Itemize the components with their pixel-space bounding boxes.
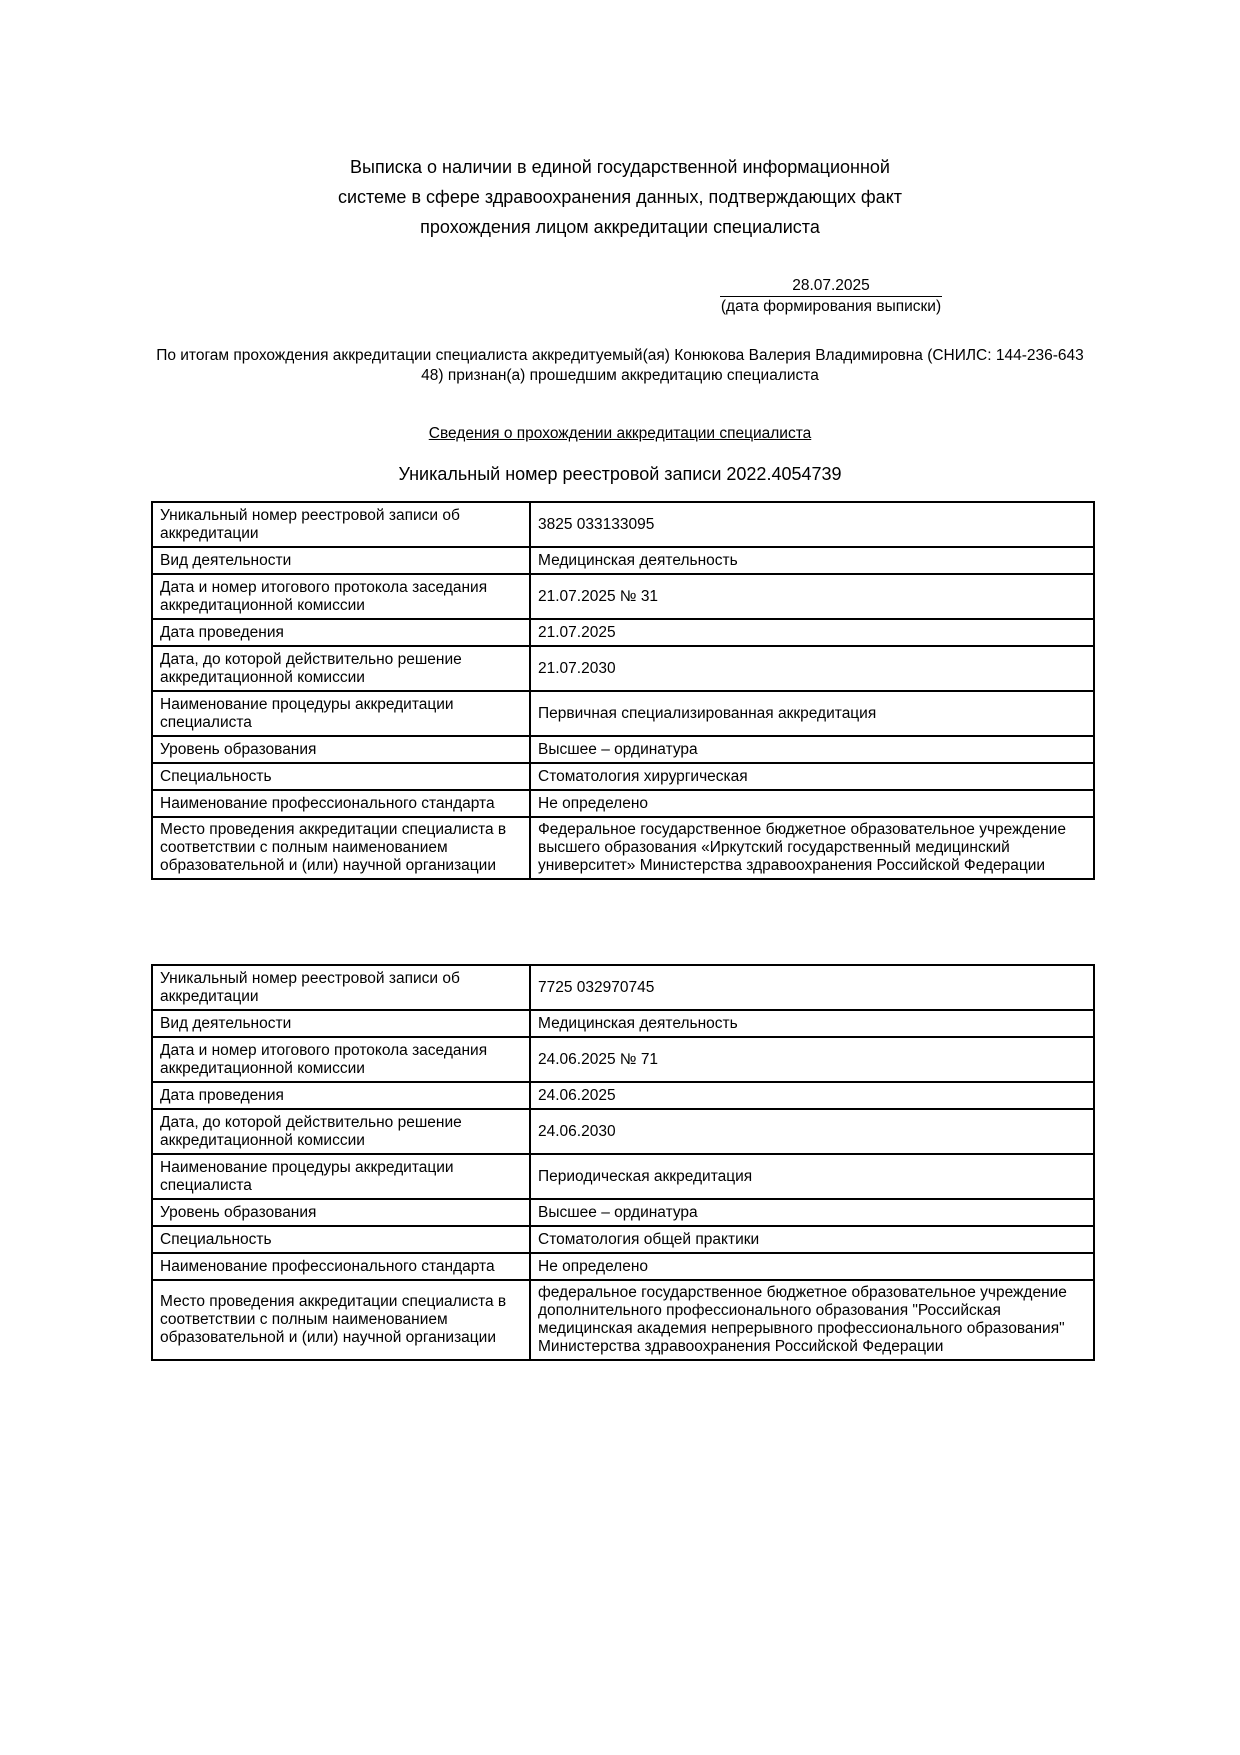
label-protocol: Дата и номер итогового протокола заседания аккредитационной комиссии (152, 574, 530, 619)
table-row (152, 1010, 1094, 1037)
label-place: Место проведения аккредитации специалиста в соответствии с полным наименованием образовательной и (или) научной организации (152, 1280, 530, 1360)
label-held-date: Дата проведения (152, 619, 530, 646)
value-education-level: Высшее – ординатура (530, 1199, 1094, 1226)
title-line-3: прохождения лицом аккредитации специалиста (420, 217, 820, 237)
title-line-1: Выписка о наличии в единой государственной информационной (350, 157, 890, 177)
table-row (152, 1253, 1094, 1280)
value-procedure: Периодическая аккредитация (530, 1154, 1094, 1199)
table-row (152, 817, 1094, 879)
value-unique-number: 7725 032970745 (530, 965, 1094, 1010)
extract-date-caption: (дата формирования выписки) (720, 298, 942, 315)
table-row (152, 547, 1094, 574)
label-unique-number: Уникальный номер реестровой записи об аккредитации (152, 965, 530, 1010)
intro-line-2: 48) признан(а) прошедшим аккредитацию специалиста (421, 367, 819, 384)
table-row (152, 646, 1094, 691)
label-valid-until: Дата, до которой действительно решение аккредитационной комиссии (152, 646, 530, 691)
table-row (152, 790, 1094, 817)
label-procedure: Наименование процедуры аккредитации специалиста (152, 691, 530, 736)
label-held-date: Дата проведения (152, 1082, 530, 1109)
label-specialty: Специальность (152, 763, 530, 790)
value-activity: Медицинская деятельность (530, 547, 1094, 574)
label-education-level: Уровень образования (152, 736, 530, 763)
table-row (152, 763, 1094, 790)
value-place: Федеральное государственное бюджетное образовательное учреждение высшего образования «Иркутский государственный медицинский университет» Министерства здравоохранения Российской Федерации (530, 817, 1094, 879)
value-procedure: Первичная специализированная аккредитация (530, 691, 1094, 736)
accreditation-table-2 (151, 964, 1095, 1361)
extract-date: 28.07.2025 (720, 276, 942, 297)
value-specialty: Стоматология общей практики (530, 1226, 1094, 1253)
title-line-2: системе в сфере здравоохранения данных, подтверждающих факт (337, 187, 903, 207)
label-activity: Вид деятельности (152, 1010, 530, 1037)
value-prof-standard: Не определено (530, 790, 1094, 817)
value-held-date: 21.07.2025 (530, 619, 1094, 646)
table-row (152, 1082, 1094, 1109)
label-prof-standard: Наименование профессионального стандарта (152, 790, 530, 817)
document-title (0, 152, 1240, 242)
table-row (152, 574, 1094, 619)
table-row (152, 1037, 1094, 1082)
table-row (152, 502, 1094, 547)
value-specialty: Стоматология хирургическая (530, 763, 1094, 790)
registry-number: Уникальный номер реестровой записи 2022.4054739 (398, 464, 842, 484)
table-row (152, 1199, 1094, 1226)
table-row (152, 965, 1094, 1010)
table-row (152, 736, 1094, 763)
value-unique-number: 3825 033133095 (530, 502, 1094, 547)
value-protocol: 24.06.2025 № 71 (530, 1037, 1094, 1082)
section-heading-text: Сведения о прохождении аккредитации специалиста (428, 425, 812, 442)
label-specialty: Специальность (152, 1226, 530, 1253)
label-activity: Вид деятельности (152, 547, 530, 574)
table-row (152, 1154, 1094, 1199)
label-valid-until: Дата, до которой действительно решение аккредитационной комиссии (152, 1109, 530, 1154)
label-unique-number: Уникальный номер реестровой записи об аккредитации (152, 502, 530, 547)
value-education-level: Высшее – ординатура (530, 736, 1094, 763)
table-row (152, 619, 1094, 646)
intro-line-1: По итогам прохождения аккредитации специалиста аккредитуемый(ая) Конюкова Валерия Владимировна (СНИЛС: 144-236-643 (156, 347, 1084, 364)
label-prof-standard: Наименование профессионального стандарта (152, 1253, 530, 1280)
table-row (152, 1280, 1094, 1360)
intro-text (140, 346, 1100, 386)
date-block (720, 276, 942, 317)
value-activity: Медицинская деятельность (530, 1010, 1094, 1037)
label-place: Место проведения аккредитации специалиста в соответствии с полным наименованием образовательной и (или) научной организации (152, 817, 530, 879)
section-heading (0, 424, 1240, 444)
value-held-date: 24.06.2025 (530, 1082, 1094, 1109)
accreditation-table-1 (151, 501, 1095, 880)
label-education-level: Уровень образования (152, 1199, 530, 1226)
value-prof-standard: Не определено (530, 1253, 1094, 1280)
table-row (152, 1226, 1094, 1253)
label-procedure: Наименование процедуры аккредитации специалиста (152, 1154, 530, 1199)
table-row (152, 691, 1094, 736)
label-protocol: Дата и номер итогового протокола заседания аккредитационной комиссии (152, 1037, 530, 1082)
table-row (152, 1109, 1094, 1154)
value-place: федеральное государственное бюджетное образовательное учреждение дополнительного профессионального образования "Российская медицинская академия непрерывного профессионального образования" Министерства здравоохранения Российской Федерации (530, 1280, 1094, 1360)
value-valid-until: 21.07.2030 (530, 646, 1094, 691)
value-valid-until: 24.06.2030 (530, 1109, 1094, 1154)
value-protocol: 21.07.2025 № 31 (530, 574, 1094, 619)
